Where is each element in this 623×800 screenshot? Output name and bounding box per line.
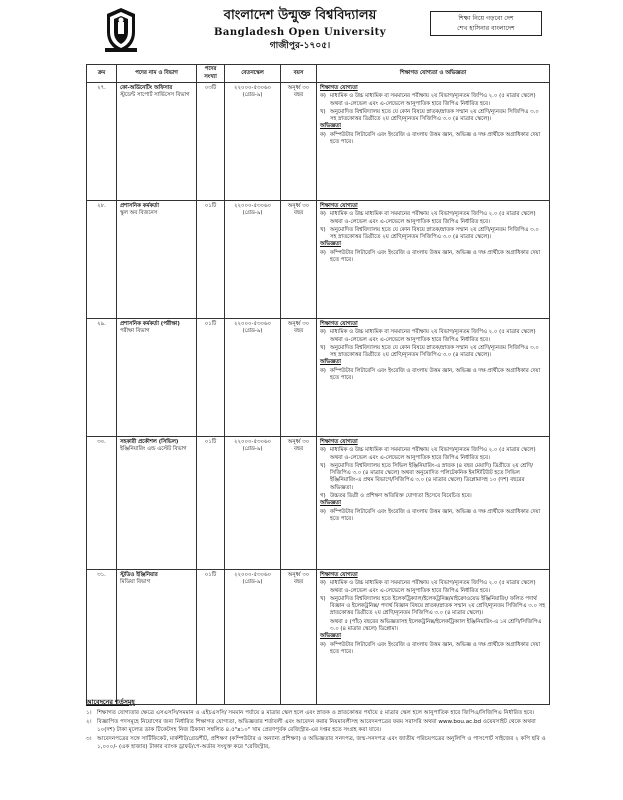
experience-item	[320, 250, 546, 265]
qualification-heading: শিক্ষাগত যোগ্যতা	[320, 572, 358, 578]
post-name: স্টুডিও ইঞ্জিনিয়ার	[120, 572, 158, 578]
university-name-en: Bangladesh Open University	[213, 26, 387, 38]
table-row	[87, 570, 550, 705]
qualification-text: অনুমোদিত বিশ্ববিদ্যালয় হতে যে কোন বিষয়ে স্নাতক/স্নাতক সম্মান ২য় শ্রেণি/ন্যূনতম সিজিপিএ ৩.০ সহ স্নাতকোত্তর ডিগ্রীতে ২য় শ্রেণি/ন্যূনতম সিজিপিএ ৩.০ (৪ মাত্রার স্কেলে)।	[330, 108, 539, 123]
age-cell: অনূর্ধ্ব ৩০ বছর	[281, 83, 317, 201]
scale-cell	[225, 83, 281, 201]
qualification-heading: শিক্ষাগত যোগ্যতা	[320, 321, 358, 327]
qualification-item	[320, 493, 546, 500]
post-name: কো-অর্ডিনেটিং অফিসার	[120, 85, 173, 91]
serial-cell: ৩০.	[87, 437, 117, 570]
qualification-item	[320, 580, 546, 595]
qualification-item	[320, 345, 546, 360]
university-address: গাজীপুর-১৭০৫।	[269, 41, 331, 52]
scale-value: ২২০০০-৫৩০৬০	[234, 203, 271, 209]
experience-key: ক)	[320, 367, 326, 374]
qualification-heading: শিক্ষাগত যোগ্যতা	[320, 439, 358, 445]
qualification-key: খ)	[320, 462, 326, 469]
post-name: প্রশাসনিক কর্মকর্তা	[120, 203, 159, 209]
grade-value: (গ্রেড-৯)	[242, 210, 263, 217]
university-logo-icon	[101, 6, 141, 54]
slogan-line-2: শেখ হাসিনার বাংলাদেশ	[457, 25, 515, 32]
scale-value: ২২০০০-৫৩০৬০	[234, 572, 271, 578]
grade-value: (গ্রেড-৯)	[242, 92, 263, 99]
age-cell: অনূর্ধ্ব ৩০ বছর	[281, 319, 317, 437]
scale-cell	[225, 437, 281, 570]
experience-heading: অভিজ্ঞতা	[320, 241, 341, 248]
experience-item	[320, 132, 546, 147]
post-dept: স্কুল অব বিজনেস	[120, 210, 158, 217]
qualification-text: অনুমোদিত বিশ্ববিদ্যালয় হতে যে কোন বিষয়ে স্নাতক/স্নাতক সম্মান ২য় শ্রেণি/ন্যূনতম সিজিপিএ ৩.০ সহ স্নাতকোত্তর ডিগ্রীতে ২য় শ্রেণি/ন্যূনতম সিজিপিএ ৩.০ (৪ মাত্রার স্কেলে)।	[330, 344, 539, 359]
qualification-item	[320, 447, 546, 462]
experience-text: কম্পিউটার লিটারেসি এবং ইংরেজি ও বাংলায় উত্তম জ্ঞান, অভিজ্ঞ ও দক্ষ প্রার্থীকে অগ্রাধিকার দেয়া হতে পারে।	[330, 508, 541, 522]
qualification-cell	[317, 570, 550, 705]
qualification-item	[320, 619, 546, 634]
qualification-item	[320, 227, 546, 242]
experience-text: কম্পিউটার লিটারেসি এবং ইংরেজি ও বাংলায় উত্তম জ্ঞান, অভিজ্ঞ ও দক্ষ প্রার্থীকে অগ্রাধিকার দেয়া হতে পারে।	[330, 641, 541, 655]
post-cell	[117, 83, 197, 201]
scale-cell	[225, 319, 281, 437]
count-cell: ০১টি	[197, 319, 225, 437]
qualification-text: মাধ্যমিক ও উচ্চ মাধ্যমিক বা সমমানের পরীক্ষায় ২য় বিভাগ/ন্যূনতম জিপিএ ২.০ (৫ মাত্রার স্কেলে) অথবা ও-লেভেল এবং এ-লেভেলে আনুপাতিক হারে জিপিএ নির্ধারিত হবে।	[330, 580, 536, 594]
post-dept: পরীক্ষা বিভাগ	[120, 328, 150, 335]
experience-heading: অভিজ্ঞতা	[320, 633, 341, 640]
qualification-cell	[317, 201, 550, 319]
qualification-key: খ)	[320, 595, 326, 602]
application-conditions	[86, 698, 550, 753]
experience-heading: অভিজ্ঞতা	[320, 359, 341, 366]
grade-value: (গ্রেড-৯)	[242, 579, 263, 586]
experience-key: ক)	[320, 249, 326, 256]
application-item-text: শিক্ষাগত যোগ্যতার ক্ষেত্রে এসএসসি/সমমান ও এইচএসসি/ সমমান পর্যায়ে ৪ মাত্রার স্কেল হলে এবং স্নাতক ও স্নাতকোত্তর পর্যায়ে ৫ মাত্রার স্কেল হলে আনুপাতিক হারে জিপিএ/সিজিপিএ নির্ধারিত হবে।	[97, 709, 535, 716]
scale-cell	[225, 201, 281, 319]
qualification-key: ক)	[320, 580, 326, 587]
scale-value: ২২০০০-৫৩০৬০	[234, 439, 271, 445]
slogan-box	[430, 11, 542, 36]
application-item-number: ১।	[86, 709, 92, 716]
application-item	[86, 719, 550, 734]
positions-table	[86, 64, 550, 705]
qualification-text: মাধ্যমিক ও উচ্চ মাধ্যমিক বা সমমানের পরীক্ষায় ২য় বিভাগ/ন্যূনতম জিপিএ ২.০ (৫ মাত্রার স্কেলে) অথবা ও-লেভেল এবং এ-লেভেলে আনুপাতিক হারে জিপিএ নির্ধারিত হবে।	[330, 211, 536, 225]
post-dept: স্টুডেন্ট সাপোর্ট সার্ভিসেস বিভাগ	[120, 92, 190, 99]
application-item	[86, 710, 550, 718]
document-header	[0, 0, 623, 62]
header-scale: বেতনস্কেল	[225, 65, 281, 83]
table-row	[87, 83, 550, 201]
application-item-number: ৩।	[86, 736, 92, 743]
post-cell	[117, 319, 197, 437]
qualification-cell	[317, 83, 550, 201]
qualification-text: মাধ্যমিক ও উচ্চ মাধ্যমিক বা সমমানের পরীক্ষায় ২য় বিভাগ/ন্যূনতম জিপিএ ২.০ (৫ মাত্রার স্কেলে) অথবা ও-লেভেল এবং এ-লেভেলে আনুপাতিক হারে জিপিএ নির্ধারিত হবে।	[330, 93, 536, 107]
qualification-key: ক)	[320, 93, 326, 100]
table-row	[87, 437, 550, 570]
count-cell: ০১টি	[197, 570, 225, 705]
age-cell: অনূর্ধ্ব ৩০ বছর	[281, 437, 317, 570]
qualification-item	[320, 109, 546, 124]
qualification-cell	[317, 319, 550, 437]
qualification-key: ক)	[320, 211, 326, 218]
qualification-key: খ)	[320, 108, 326, 115]
table-row	[87, 201, 550, 319]
header-count: পদের সংখ্যা	[197, 65, 225, 83]
qualification-text: উচ্চতর ডিগ্রী ও প্রশিক্ষণ অতিরিক্ত যোগ্যতা হিসেবে বিবেচিত হবে।	[330, 493, 472, 500]
table-row	[87, 319, 550, 437]
qualification-key: ক)	[320, 329, 326, 336]
experience-item	[320, 368, 546, 383]
grade-value: (গ্রেড-৯)	[242, 328, 263, 335]
experience-key: ক)	[320, 641, 326, 648]
application-item-number: ২।	[86, 719, 92, 726]
university-name-bn: বাংলাদেশ উন্মুক্ত বিশ্ববিদ্যালয়	[223, 8, 377, 23]
qualification-key	[320, 619, 330, 634]
post-cell	[117, 570, 197, 705]
experience-text: কম্পিউটার লিটারেসি এবং ইংরেজি ও বাংলায় উত্তম জ্ঞান, অভিজ্ঞ ও দক্ষ প্রার্থীকে অগ্রাধিকার দেয়া হতে পারে।	[330, 131, 541, 146]
age-cell: অনূর্ধ্ব ৩০ বছর	[281, 201, 317, 319]
post-cell	[117, 437, 197, 570]
experience-heading: অভিজ্ঞতা	[320, 123, 341, 130]
post-cell	[117, 201, 197, 319]
grade-value: (গ্রেড-৯)	[242, 446, 263, 453]
slogan-line-1: শিক্ষা নিয়ে গড়বো দেশ	[458, 15, 514, 22]
qualification-text: মাধ্যমিক ও উচ্চ মাধ্যমিক বা সমমানের পরীক্ষায় ২য় বিভাগ/ন্যূনতম জিপিএ ২.০ (৫ মাত্রার স্কেলে) অথবা ও-লেভেল এবং এ-লেভেলে আনুপাতিক হারে জিপিএ নির্ধারিত হবে।	[330, 447, 536, 461]
header-post: পদের নাম ও বিভাগ	[117, 65, 197, 83]
qualification-text: অনুমোদিত বিশ্ববিদ্যালয় হতে সিভিল ইঞ্জিনিয়ারিং-এ স্নাতক (৪ বছর মেয়াদি) ডিগ্রীতে ২য় শ্রেণি/সিজিপিএ ৩.০ (৪ মাত্রার স্কেলে) অথবা অনুমোদিত পলিটেকনিক ইনস্টিটিউট হতে সিভিল ইঞ্জিনিয়ারিং-এ প্রথম বিভাগে/সিজিপিএ ৩.০ (৪ মাত্রার স্কেলে) ডিপ্লোমাসহ ১০ (দশ) বছরের অভিজ্ঞতা।	[330, 462, 533, 491]
experience-item	[320, 509, 546, 524]
post-name: প্রশাসনিক কর্মকর্তা (পরীক্ষা)	[120, 321, 180, 327]
qualification-key: ক)	[320, 447, 326, 454]
qualification-key: খ)	[320, 344, 326, 351]
qualification-text: অনুমোদিত বিশ্ববিদ্যালয় হতে যে কোন বিষয়ে স্নাতক/স্নাতক সম্মান ২য় শ্রেণি/ন্যূনতম সিজিপিএ ৩.০ সহ স্নাতকোত্তর ডিগ্রীতে ২য় শ্রেণি/ন্যূনতম সিজিপিএ ৩.০ (৪ মাত্রার স্কেলে)।	[330, 226, 539, 241]
count-cell: ০৩টি	[197, 83, 225, 201]
age-cell: অনূর্ধ্ব ৩০ বছর	[281, 570, 317, 705]
post-dept: মিডিয়া বিভাগ	[120, 579, 151, 586]
qualification-text: অথবা ৫ (পাঁচ) বছরের অভিজ্ঞতাসহ ইলেকট্রনিক্স/ইলেকট্রিক্যাল ইঞ্জিনিয়ারিং-এ ১ম শ্রেণি/সিজিপিএ ৩.০ (৪ মাত্রার স্কেলে) ডিপ্লোমা।	[330, 618, 542, 633]
experience-key: ক)	[320, 508, 326, 515]
experience-text: কম্পিউটার লিটারেসি এবং ইংরেজি ও বাংলায় উত্তম জ্ঞান, অভিজ্ঞ ও দক্ষ প্রার্থীকে অগ্রাধিকার দেয়া হতে পারে।	[330, 367, 541, 382]
serial-cell: ৩১.	[87, 570, 117, 705]
qualification-item	[320, 463, 546, 492]
experience-item	[320, 642, 546, 657]
header-age: বয়স	[281, 65, 317, 83]
qualification-heading: শিক্ষাগত যোগ্যতা	[320, 203, 358, 209]
application-item-text: আবেদনপত্রের সঙ্গে সার্টিফিকেট, মার্কশীট/গ্রেডশীট, প্রশিক্ষণ (কম্পিউটার ও অন্যান্য প্রশিক্ষণ) ও অভিজ্ঞতার সনদপত্র, জন্ম-সনদপত্র এবং জাতীয় পরিচয়পত্রের অনুলিপি ও পাসপোর্ট সাইজের ২ কপি ছবি ও ১,০০০/- (এক হাজার) টাকার ব্যাংক ড্রাফট/পে-অর্ডার সংযুক্ত করে "রেজিস্ট্রার,	[97, 736, 546, 750]
scale-value: ২২০০০-৫৩০৬০	[234, 85, 271, 91]
header-qualification: শিক্ষাগত যোগ্যতা ও অভিজ্ঞতা	[317, 65, 550, 83]
qualification-key: খ)	[320, 226, 326, 233]
experience-text: কম্পিউটার লিটারেসি এবং ইংরেজি ও বাংলায় উত্তম জ্ঞান, অভিজ্ঞ ও দক্ষ প্রার্থীকে অগ্রাধিকার দেয়া হতে পারে।	[330, 249, 541, 264]
scale-cell	[225, 570, 281, 705]
post-dept: ইঞ্জিনিয়ারিং এন্ড এস্টেট বিভাগ	[120, 446, 187, 453]
application-item-text: বিজ্ঞাপিত পদসমূহে নিয়োগের জন্য নির্ধারিত শিক্ষাগত যোগ্যতা, অভিজ্ঞতার শর্তাবলী এবং আবেদন করার নিয়মাবলীসহ আবেদনপত্রের ফরম সরাসরি অথবা www.bou.ac.bd ওয়েবসাইট থেকে অথবা ১০(দশ) টাকা মূল্যের ডাক টিকেটসহ নিজ ঠিকানা সম্বলিত ৪.৫"x১০" খাম প্রেরণপূর্বক রেজিস্ট্রার-এর দপ্তর হতে সংগ্রহ করা যাবে।	[97, 719, 536, 733]
qualification-item	[320, 329, 546, 344]
qualification-text: অনুমোদিত বিশ্ববিদ্যালয় হতে ইলেকট্রিক্যাল/ইলেকট্রনিক্স/মাইক্রোওয়েভ ইঞ্জিনিয়ারিং/ ফলিত পদার্থ বিজ্ঞান ও ইলেকট্রনিক্স/ পদার্থ বিজ্ঞান বিষয়ে স্নাতক/স্নাতক সম্মান ২য় শ্রেণি/ন্যূনতম সিজিপিএ ৩.০ সহ স্নাতকোত্তর ডিগ্রীতে ২য় শ্রেণি/ন্যূনতম সিজিপিএ ৩.০ (৪ মাত্রার স্কেলে)।	[330, 595, 546, 617]
qualification-item	[320, 93, 546, 108]
experience-heading: অভিজ্ঞতা	[320, 500, 341, 507]
qualification-key: গ)	[320, 493, 326, 500]
serial-cell: ২৭.	[87, 83, 117, 201]
serial-cell: ২৯.	[87, 319, 117, 437]
table-header-row	[87, 65, 550, 83]
qualification-cell	[317, 437, 550, 570]
post-name: সহকারী প্রকৌশল (সিভিল)	[120, 439, 179, 445]
count-cell: ০১টি	[197, 437, 225, 570]
qualification-item	[320, 596, 546, 618]
qualification-item	[320, 211, 546, 226]
application-heading: আবেদনের শর্তসমূহ	[86, 698, 135, 706]
count-cell: ০১টি	[197, 201, 225, 319]
qualification-text: মাধ্যমিক ও উচ্চ মাধ্যমিক বা সমমানের পরীক্ষায় ২য় বিভাগ/ন্যূনতম জিপিএ ২.০ (৫ মাত্রার স্কেলে) অথবা ও-লেভেল এবং এ-লেভেলে আনুপাতিক হারে জিপিএ নির্ধারিত হবে।	[330, 329, 536, 343]
serial-cell: ২৮.	[87, 201, 117, 319]
qualification-heading: শিক্ষাগত যোগ্যতা	[320, 85, 358, 91]
header-serial: ক্রম	[87, 65, 117, 83]
experience-key: ক)	[320, 131, 326, 138]
scale-value: ২২০০০-৫৩০৬০	[234, 321, 271, 327]
application-item	[86, 736, 550, 751]
